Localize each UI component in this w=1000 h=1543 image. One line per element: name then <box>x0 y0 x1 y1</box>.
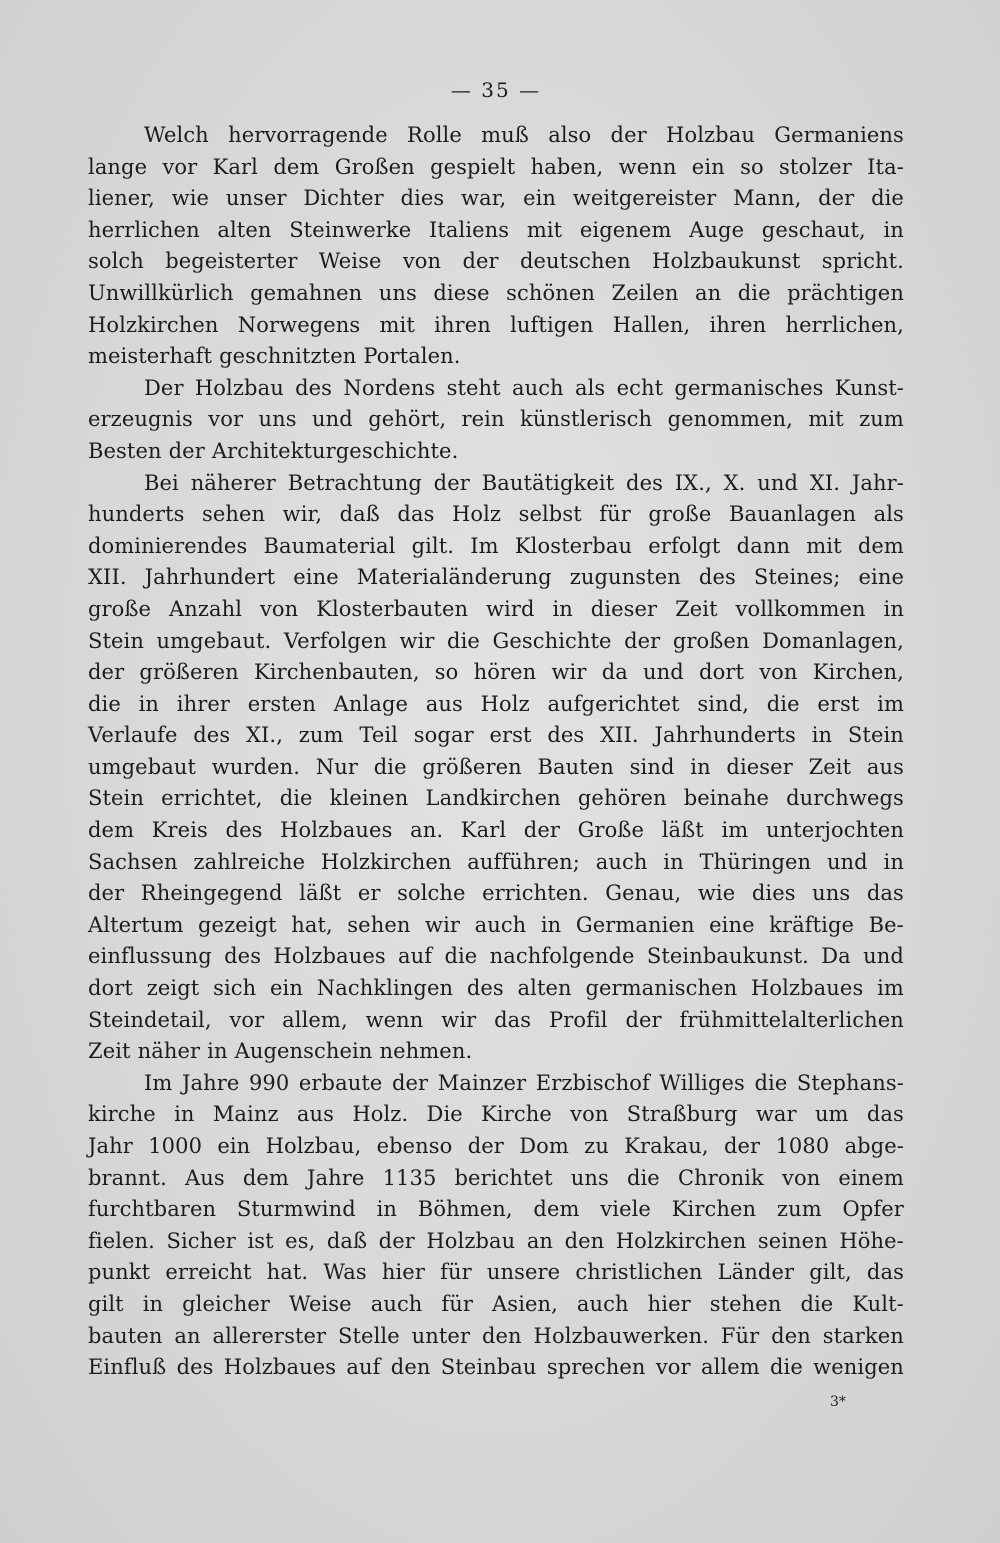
text-line: Unwillkürlich gemahnen uns diese schönen Zeilen an die prächtigen <box>88 280 904 305</box>
signature-mark: 3* <box>830 1394 846 1410</box>
text-line: Altertum gezeigt hat, sehen wir auch in Germanien eine kräftige Be- <box>88 912 904 937</box>
text-line: umgebaut wurden. Nur die größeren Bauten sind in dieser Zeit aus <box>88 754 904 779</box>
text-line: bauten an allererster Stelle unter den Holzbauwerken. Für den starken <box>88 1323 904 1348</box>
text-line: furchtbaren Sturmwind in Böhmen, dem viele Kirchen zum Opfer <box>88 1197 904 1222</box>
text-line: einflussung des Holzbaues auf die nachfolgende Steinbaukunst. Da und <box>88 944 904 969</box>
text-line: punkt erreicht hat. Was hier für unsere christlichen Länder gilt, das <box>88 1260 904 1285</box>
text-line: erzeugnis vor uns und gehört, rein künstlerisch genommen, mit zum <box>88 407 904 432</box>
text-line: gilt in gleicher Weise auch für Asien, auch hier stehen die Kult- <box>88 1291 904 1316</box>
text-line: liener, wie unser Dichter dies war, ein weitgereister Mann, der die <box>88 186 904 211</box>
text-line: dort zeigt sich ein Nachklingen des alten germanischen Holzbaues im <box>88 976 904 1001</box>
text-line: Im Jahre 990 erbaute der Mainzer Erzbischof Williges die Stephans- <box>144 1070 904 1095</box>
text-line: Steindetail, vor allem, wenn wir das Profil der frühmittelalterlichen <box>88 1007 904 1032</box>
text-line: Welch hervorragende Rolle muß also der Holzbau Germaniens <box>144 123 904 147</box>
text-line: Zeit näher in Augenschein nehmen. <box>88 1039 473 1064</box>
text-line: brannt. Aus dem Jahre 1135 berichtet uns die Chronik von einem <box>88 1165 904 1190</box>
text-line: Stein errichtet, die kleinen Landkirchen gehören beinahe durchwegs <box>88 786 904 811</box>
text-line: Bei näherer Betrachtung der Bautätigkeit des IX., X. und XI. Jahr- <box>144 470 904 495</box>
text-line: Der Holzbau des Nordens steht auch als echt germanisches Kunst- <box>144 375 904 400</box>
page-number: — 35 — <box>450 78 542 102</box>
page-body <box>88 72 904 1384</box>
text-line: Sachsen zahlreiche Holzkirchen aufführen; auch in Thüringen und in <box>88 849 904 874</box>
text-line: herrlichen alten Steinwerke Italiens mit eigenem Auge geschaut, in <box>88 217 904 242</box>
text-line: Einfluß des Holzbaues auf den Steinbau sprechen vor allem die wenigen <box>88 1355 904 1380</box>
text-line: solch begeisterter Weise von der deutschen Holzbaukunst spricht. <box>88 249 904 274</box>
text-line: Holzkirchen Norwegens mit ihren luftigen Hallen, ihren herrlichen, <box>88 312 904 337</box>
text-line: meisterhaft geschnitzten Portalen. <box>88 344 461 369</box>
text-line: lange vor Karl dem Großen gespielt haben, wenn ein so stolzer Ita- <box>88 154 904 179</box>
text-line: XII. Jahrhundert eine Materialänderung zugunsten des Steines; eine <box>88 565 904 590</box>
text-line: der Rheingegend läßt er solche errichten. Genau, wie dies uns das <box>88 881 904 906</box>
text-line: hunderts sehen wir, daß das Holz selbst für große Bauanlagen als <box>88 502 904 527</box>
text-line: Jahr 1000 ein Holzbau, ebenso der Dom zu Krakau, der 1080 abge- <box>88 1134 904 1158</box>
text-line: Verlaufe des XI., zum Teil sogar erst des XII. Jahrhunderts in Stein <box>88 723 904 748</box>
text-line: der größeren Kirchenbauten, so hören wir da und dort von Kirchen, <box>88 660 904 685</box>
text-line: Stein umgebaut. Verfolgen wir die Geschichte der großen Domanlagen, <box>88 628 904 653</box>
text-body <box>88 120 904 1384</box>
text-line: die in ihrer ersten Anlage aus Holz aufgerichtet sind, die erst im <box>88 691 904 716</box>
text-line: dominierendes Baumaterial gilt. Im Klosterbau erfolgt dann mit dem <box>88 533 904 558</box>
text-line: dem Kreis des Holzbaues an. Karl der Große läßt im unterjochten <box>88 818 904 843</box>
text-line: fielen. Sicher ist es, daß der Holzbau an den Holzkirchen seinen Höhe- <box>88 1228 904 1253</box>
text-line: große Anzahl von Klosterbauten wird in dieser Zeit vollkommen in <box>88 596 904 621</box>
text-line: kirche in Mainz aus Holz. Die Kirche von Straßburg war um das <box>88 1102 904 1127</box>
text-line: Besten der Architekturgeschichte. <box>88 438 459 463</box>
